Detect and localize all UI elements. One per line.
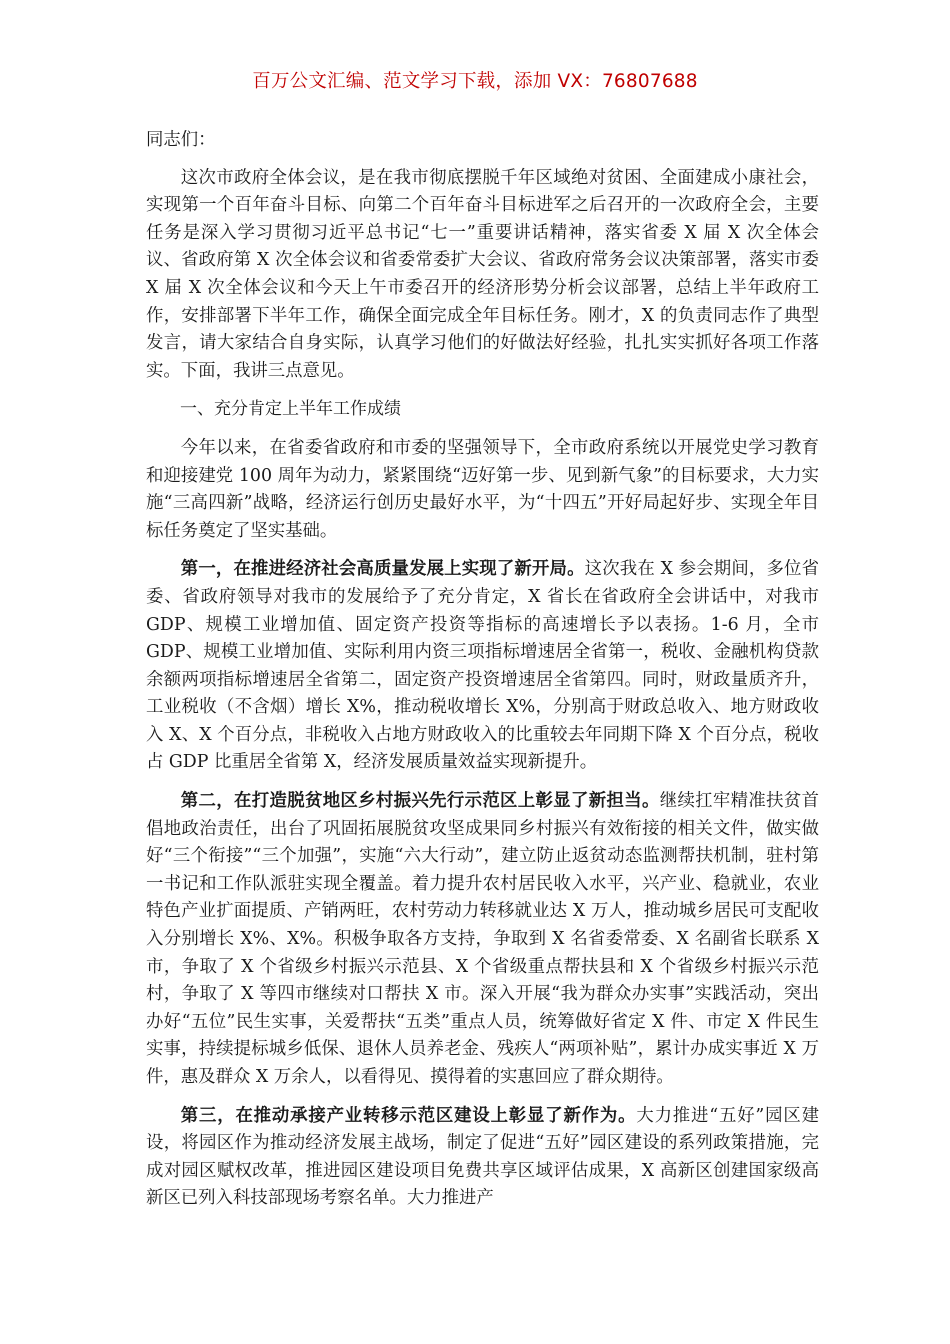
point-1-paragraph xyxy=(146,556,819,777)
section-1-intro-paragraph: 今年以来，在省委省政府和市委的坚强领导下，全市政府系统以开展党史学习教育和迎接建党 100 周年为动力，紧紧围绕“迈好第一步、见到新气象”的目标要求，大力实施“三高四新”战略，经济运行创历史最好水平，为“十四五”开好局起好步、实现全年目标任务奠定了坚实基础。 xyxy=(146,437,819,541)
download-banner: 百万公文汇编、范文学习下载，添加 VX：76807688 xyxy=(252,71,698,92)
point-3-lead: 第三，在推动承接产业转移示范区建设上彰显了新作为。 xyxy=(180,1105,637,1126)
intro-paragraph: 这次市政府全体会议，是在我市彻底摆脱千年区域绝对贫困、全面建成小康社会，实现第一个百年奋斗目标、向第二个百年奋斗目标进军之后召开的一次政府全会，主要任务是深入学习贯彻习近平总书记“七一”重要讲话精神，落实省委 X 届 X 次全体会议、省政府第 X 次全体会议和省委常委扩大会议、省政府常务会议决策部署，落实市委 X 届 X 次全体会议和今天上午市委召开的经济形势分析会议部署，总结上半年政府工作，安排部署下半年工作，确保全面完成全年目标任务。刚才，X 的负责同志作了典型发言，请大家结合自身实际，认真学习他们的好做法好经验，扎扎实实抓好各项工作落实。下面，我讲三点意见。 xyxy=(146,167,819,381)
point-1-text: 这次我在 X 参会期间，多位省委、省政府领导对我市的发展给予了充分肯定，X 省长在省政府全会讲话中，对我市 GDP、规模工业增加值、固定资产投资等指标的高速增长予以表扬。1-6 月，全市 GDP、规模工业增加值、实际利用内资三项指标增速居全省第一，税收、金融机构贷款余额两项指标增速居全省第二，固定资产投资增速居全省第四。同时，财政量质齐升，工业税收（不含烟）增长 X%，推动税收增长 X%，分别高于财政总收入、地方财政收入 X、X 个百分点，非税收入占地方财政收入的比重较去年同期下降 X 个百分点，税收占 GDP 比重居全省第 X，经济发展质量效益实现新提升。 xyxy=(146,559,819,773)
speech-body xyxy=(146,127,819,1224)
section-heading-1: 一、充分肯定上半年工作成绩 xyxy=(180,399,401,420)
point-2-text: 继续扛牢精准扶贫首倡地政治责任，出台了巩固拓展脱贫攻坚成果同乡村振兴有效衔接的相关文件，做实做好“三个衔接”“三个加强”，实施“六大行动”，建立防止返贫动态监测帮扶机制，驻村第一书记和工作队派驻实现全覆盖。着力提升农村居民收入水平，兴产业、稳就业，农业特色产业扩面提质、产销两旺，农村劳动力转移就业达 X 万人，推动城乡居民可支配收入分别增长 X%、X%。积极争取各方支持，争取到 X 名省委常委、X 名副省长联系 X 市，争取了 X 个省级乡村振兴示范县、X 个省级重点帮扶县和 X 个省级乡村振兴示范村，争取了 X 等四市继续对口帮扶 X 市。深入开展“我为群众办实事”实践活动，突出办好“五位”民生实事，关爱帮扶“五类”重点人员，统筹做好省定 X 件、市定 X 件民生实事，持续提标城乡低保、退休人员养老金、残疾人“两项补贴”，累计办成实事近 X 万件，惠及群众 X 万余人，以看得见、摸得着的实惠回应了群众期待。 xyxy=(146,791,819,1087)
point-3-paragraph xyxy=(146,1103,819,1213)
greeting: 同志们： xyxy=(146,130,216,150)
point-1-lead: 第一，在推进经济社会高质量发展上实现了新开局。 xyxy=(180,559,585,580)
point-2-paragraph xyxy=(146,788,819,1092)
point-2-lead: 第二，在打造脱贫地区乡村振兴先行示范区上彰显了新担当。 xyxy=(180,791,660,812)
point-3-text: 大力推进“五好”园区建设，将园区作为推动经济发展主战场，制定了促进“五好”园区建设的系列政策措施，完成对园区赋权改革，推进园区建设项目免费共享区域评估成果，X 高新区创建国家级高新区已列入科技部现场考察名单。大力推进产 xyxy=(146,1105,819,1209)
